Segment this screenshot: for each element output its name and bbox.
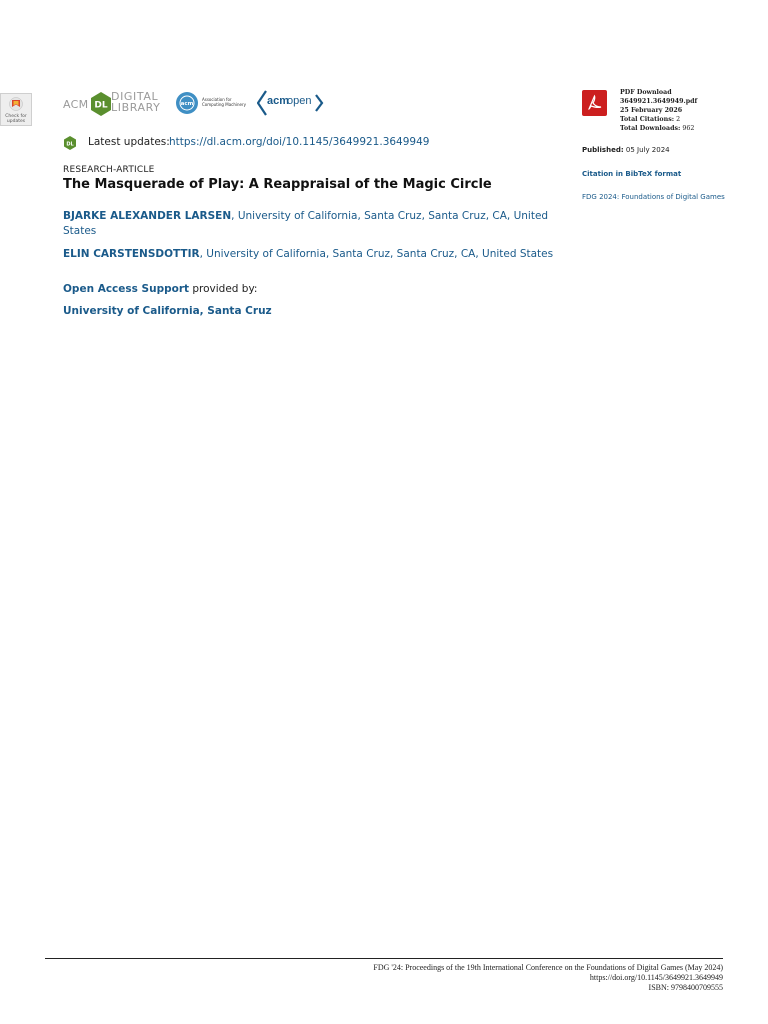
check-for-updates-badge[interactable] bbox=[0, 93, 32, 126]
check-for-updates-label: Check for updates bbox=[5, 114, 27, 124]
total-citations-label: Total Citations: bbox=[620, 116, 675, 123]
latest-updates-label: Latest updates: bbox=[88, 136, 170, 148]
footer-doi: https://doi.org/10.1145/3649921.3649949 bbox=[589, 973, 723, 982]
acm-open-logo[interactable] bbox=[257, 89, 325, 119]
total-downloads-label: Total Downloads: bbox=[620, 125, 681, 132]
acm-dl-line1: DIGITAL bbox=[111, 90, 159, 103]
total-citations-value: 2 bbox=[674, 116, 681, 123]
acm-dl-acm-word: ACM bbox=[63, 98, 89, 111]
author-name-link[interactable]: ELIN CARSTENSDOTTIR bbox=[63, 248, 200, 260]
author-name-link[interactable]: BJARKE ALEXANDER LARSEN bbox=[63, 210, 232, 222]
footer-divider bbox=[45, 958, 723, 959]
latest-updates-link[interactable]: https://dl.acm.org/doi/10.1145/3649921.3649949 bbox=[169, 136, 430, 148]
acm-dl-line2: LIBRARY bbox=[111, 101, 161, 114]
open-access-line bbox=[63, 283, 257, 295]
open-access-suffix: provided by: bbox=[189, 283, 258, 295]
total-downloads-value: 962 bbox=[680, 125, 695, 132]
digital-library-wordmark bbox=[111, 91, 161, 113]
acm-open-acm-word: acm bbox=[267, 95, 290, 107]
published-value: 05 July 2024 bbox=[623, 146, 670, 154]
footer-citation bbox=[223, 963, 723, 993]
acm-digital-library-logo[interactable] bbox=[63, 89, 167, 119]
open-access-support-link[interactable]: Open Access Support bbox=[63, 283, 190, 295]
published-label: Published: bbox=[582, 146, 624, 154]
footer-proceedings: FDG '24: Proceedings of the 19th International Conference on the Foundations of Digital Games (May 2024) bbox=[373, 963, 723, 972]
dl-mini-text: DL bbox=[66, 141, 74, 148]
acm-org-line2: Computing Machinery bbox=[202, 101, 246, 107]
published-date bbox=[582, 146, 670, 154]
pdf-acrobat-icon bbox=[582, 90, 607, 116]
author-affiliation[interactable]: , University of California, Santa Cruz, Santa Cruz, CA, United States bbox=[63, 210, 549, 237]
dl-mini-icon bbox=[63, 136, 77, 150]
pdf-filename: 3649921.3649949.pdf bbox=[620, 98, 698, 105]
acm-association-logo[interactable] bbox=[175, 89, 251, 119]
dl-badge-text: DL bbox=[94, 100, 108, 111]
pdf-download-title: PDF Download bbox=[620, 89, 672, 96]
acm-circle-text: acm bbox=[180, 101, 194, 107]
dl-badge-icon bbox=[89, 92, 113, 116]
article-type-label: RESEARCH-ARTICLE bbox=[63, 165, 155, 175]
open-access-institution-link[interactable]: University of California, Santa Cruz bbox=[63, 305, 272, 317]
conference-venue-link[interactable]: FDG 2024: Foundations of Digital Games bbox=[582, 193, 725, 201]
bookmark-ribbon-icon bbox=[8, 97, 24, 113]
acm-diamond-icon bbox=[175, 91, 199, 115]
acm-open-open-word: open bbox=[287, 95, 312, 107]
pdf-date: 25 February 2026 bbox=[620, 107, 683, 114]
footer-isbn: ISBN: 9798400709555 bbox=[648, 983, 723, 992]
acm-org-line1: Association for bbox=[202, 97, 232, 102]
article-title: The Masquerade of Play: A Reappraisal of the Magic Circle bbox=[63, 177, 492, 192]
pdf-download-button[interactable] bbox=[582, 90, 607, 116]
author-entry bbox=[63, 247, 558, 262]
author-entry bbox=[63, 209, 558, 239]
acm-org-name bbox=[202, 98, 252, 107]
pdf-download-info[interactable] bbox=[620, 88, 697, 133]
bibtex-citation-link[interactable]: Citation in BibTeX format bbox=[582, 170, 682, 178]
author-affiliation[interactable]: , University of California, Santa Cruz, Santa Cruz, CA, United States bbox=[199, 248, 554, 260]
